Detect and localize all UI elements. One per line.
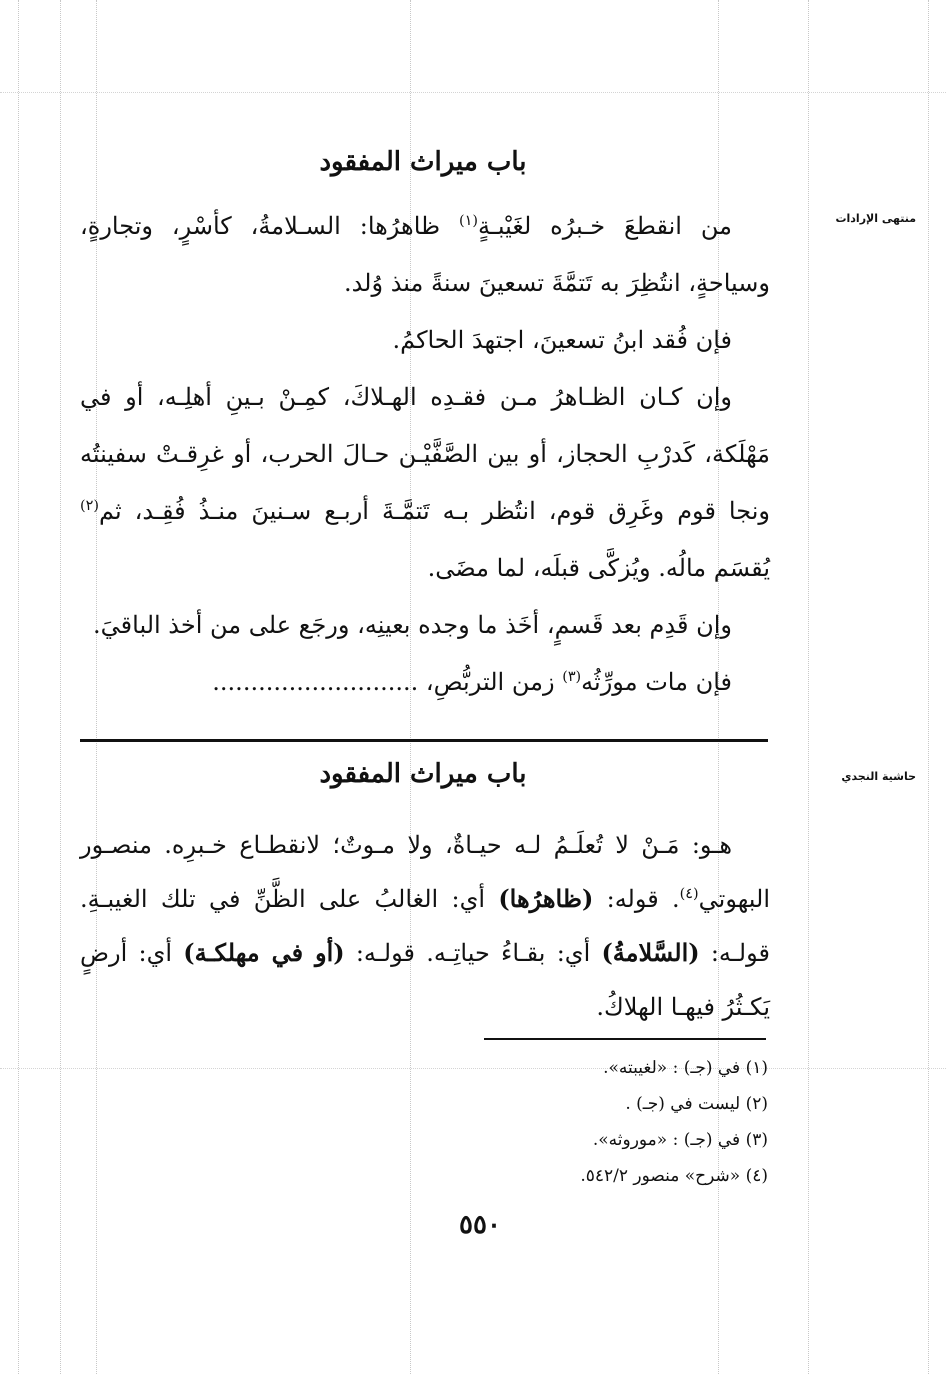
quoted-term-3: (أو في مهلكـة) (183, 938, 345, 967)
scan-dotline (60, 0, 61, 1374)
footnote-2: (٢) ليست في (جـ) . (625, 1094, 768, 1114)
page-number: ٥٥٠ (459, 1210, 501, 1240)
continuation-dots: ........................... (212, 668, 419, 696)
matn-paragraph-3 (80, 369, 770, 597)
scan-dotline (808, 0, 809, 1374)
footnotes (268, 1050, 768, 1194)
footnote-ref-4: (٤) (679, 886, 699, 902)
footnote-3: (٣) في (جـ) : «موروثه». (592, 1130, 768, 1150)
scan-dotline (18, 0, 19, 1374)
matn-p5-text-a: فإن مات مورِّثُه (581, 668, 732, 696)
matn-p1-text-a: من انقطعَ خـبرُه لغَيْبـةٍ (478, 212, 732, 240)
matn-paragraph-4: وإن قَدِم بعد قَسمٍ، أخَذ ما وجده بعينِه، ورجَع على من أخذ الباقيَ. (93, 611, 732, 639)
matn-p5-text-b: زمن التربُّصِ، (418, 668, 563, 696)
footnote-ref-1: (١) (459, 213, 478, 229)
scan-dotline (0, 92, 946, 93)
matn-paragraph-2: فإن فُقد ابنُ تسعينَ، اجتهدَ الحاكمُ. (392, 326, 732, 354)
scan-dotline (928, 0, 929, 1374)
footnote-4: (٤) «شرح» منصور ٥٤٢/٢. (580, 1166, 768, 1186)
matn-paragraph-5 (80, 654, 770, 711)
matn-p3-text-a: وإن كـان الظـاهرُ مـن فقـدِه الهـلاكَ، كمِـنْ بـينِ أهلِـه، أو في مَهْلَكة، كَدرْبِ الحجاز، أو بين الصَّفَّيْـن حـالَ الحرب، أو غرِقـتْ سفينتُه ونجا قوم وغَرِق قوم، انتُظر بـه تَتمَّـةَ أربـع سـنينَ منـذُ فُقِـد، ثم (80, 383, 770, 525)
hashiya-text-3: أي: الغالبُ على الظَّنِّ في تلك الغيبـةِ. قولـه: (80, 885, 770, 967)
hashiya-body (80, 818, 770, 1034)
hashiya-paragraph (80, 818, 770, 1034)
matn-p1-text-b: ظاهرُها: السـلامةُ، كأسْرٍ، وتجارةٍ، وسياحةٍ، انتُظِرَ به تَتمَّةَ تسعينَ سنةً منذ وُلد. (80, 212, 770, 297)
hashiya-text-2: . قوله: (593, 885, 680, 913)
quoted-term-2: (السَّلامةُ) (601, 938, 700, 967)
footnote-ref-3: (٣) (562, 669, 582, 685)
hashiya-text-5: أي: أرضٍ يَكـثُرُ فيهـا الهلاكُ. (80, 939, 770, 1021)
hashiya-text-4: أي: بقـاءُ حياتِـه. قولـه: (344, 939, 602, 967)
matn-p3-text-b: يُقسَم مالُه. ويُزكَّى قبلَه، لما مضَى. (427, 554, 770, 582)
matn-body (80, 198, 770, 711)
footnote-ref-2: (٢) (80, 498, 99, 514)
section-separator (80, 739, 768, 742)
quoted-term-1: (ظاهرُها) (498, 884, 594, 913)
matn-title: باب ميراث المفقود (319, 147, 527, 177)
side-label-hashiya: حاشية النجدي (841, 770, 916, 783)
matn-paragraph-1 (80, 198, 770, 312)
footnote-1: (١) في (جـ) : «لغيبته». (603, 1058, 768, 1078)
hashiya-text-1: هـو: مَـنْ لا تُعلَـمُ لـه حيـاةٌ، ولا مـوتٌ؛ لانقطـاع خـبرِه. منصـور البهوتي (80, 831, 771, 913)
footnote-separator (484, 1038, 766, 1040)
side-label-matn: منتهى الإرادات (835, 212, 916, 225)
hashiya-title: باب ميراث المفقود (319, 759, 527, 789)
